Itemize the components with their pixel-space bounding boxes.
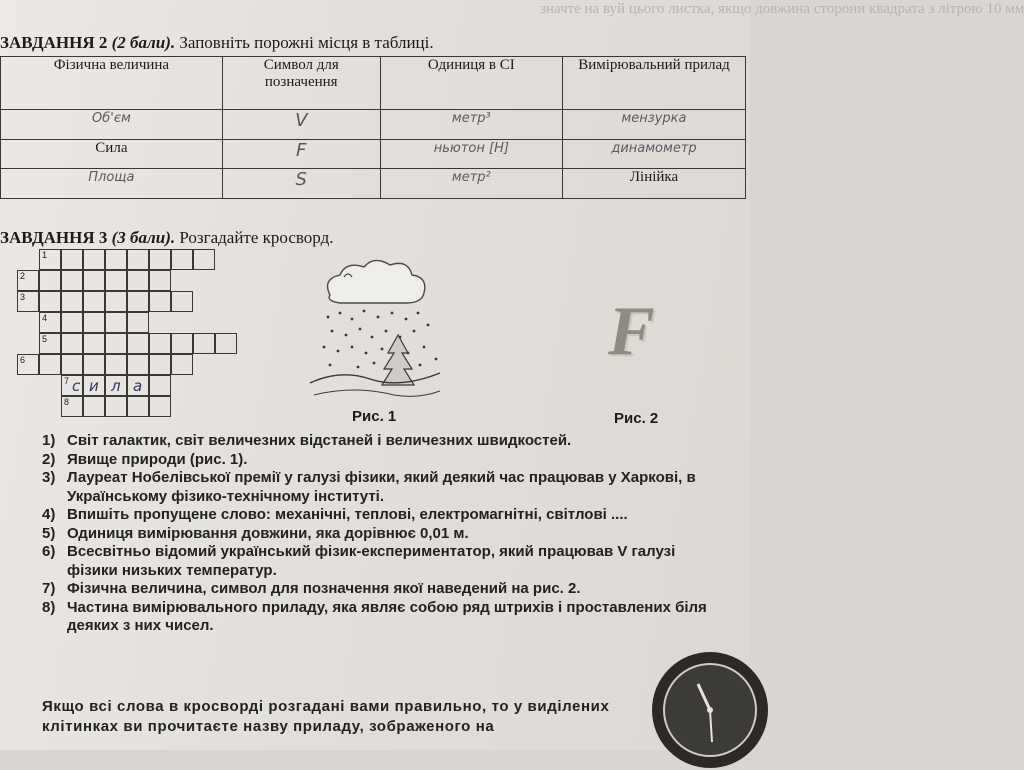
crossword-cell[interactable] — [39, 270, 61, 291]
clue-number: 2) — [42, 450, 56, 468]
crossword-row-number: 2 — [20, 271, 26, 281]
crossword-letter: л — [111, 377, 121, 395]
crossword-cell[interactable] — [105, 333, 127, 354]
crossword-cell[interactable] — [127, 312, 149, 333]
table-header: Фізична величина — [1, 57, 223, 110]
crossword-cell[interactable] — [193, 249, 215, 270]
clue-item — [42, 506, 722, 525]
crossword-cell[interactable] — [61, 270, 83, 291]
clue-number: 8) — [42, 598, 56, 616]
crossword-cell[interactable] — [61, 354, 83, 375]
table-row — [1, 169, 746, 199]
crossword-cell[interactable] — [127, 291, 149, 312]
crossword-cell[interactable] — [105, 375, 127, 396]
table-header: Символ для позначення — [222, 57, 380, 110]
crossword-cell[interactable] — [149, 375, 171, 396]
crossword-cell[interactable] — [83, 396, 105, 417]
clue-item — [42, 543, 722, 580]
table-cell-quantity — [1, 139, 223, 169]
table-cell-symbol — [222, 110, 380, 140]
handwritten-unit: метр³ — [451, 111, 491, 127]
fig1-caption: Рис. 1 — [352, 408, 397, 425]
top-strip-text: значте на вуй цього листка, якщо довжина сторони квадрата з літрою 10 мм — [540, 1, 1024, 17]
clue-text: Лауреат Нобелівської премії у галузі фізики, який деякий час працював у Харкові, в Українському фізико-технічному інституті. — [67, 469, 696, 505]
crossword-cell[interactable] — [215, 333, 237, 354]
crossword-cell[interactable] — [149, 270, 171, 291]
task3-title-bold: ЗАВДАННЯ 3 — [0, 228, 108, 247]
crossword-row-number: 3 — [20, 292, 26, 302]
clue-text: Світ галактик, світ величезних відстаней і величезних швидкостей. — [67, 432, 572, 449]
crossword-cell[interactable] — [61, 249, 83, 270]
table-row — [1, 110, 746, 140]
table-cell-device — [563, 139, 746, 169]
task3-title-text: Розгадайте кросворд. — [179, 228, 334, 247]
crossword-cell[interactable] — [193, 333, 215, 354]
clue-item — [42, 432, 722, 451]
crossword-cell[interactable] — [105, 396, 127, 417]
crossword-cell[interactable] — [17, 270, 39, 291]
clue-item — [42, 469, 722, 506]
crossword-cell[interactable] — [105, 312, 127, 333]
table-cell-device — [563, 110, 746, 140]
task3-title — [0, 228, 333, 248]
clue-text: Всесвітньо відомий український фізик-експериментатор, який працював V галузі фізики низьких температур. — [67, 543, 676, 579]
table-cell-symbol — [222, 169, 380, 199]
crossword-cell[interactable] — [127, 375, 149, 396]
crossword-cell[interactable] — [171, 249, 193, 270]
task2-title-text: Заповніть порожні місця в таблиці. — [179, 33, 434, 52]
crossword-letter: и — [89, 377, 99, 395]
quantities-table — [0, 56, 746, 199]
crossword-cell[interactable] — [83, 375, 105, 396]
table-header: Вимірювальний прилад — [563, 57, 746, 110]
crossword-cell[interactable] — [105, 270, 127, 291]
crossword-row-number: 7 — [64, 376, 70, 386]
crossword-cell[interactable] — [127, 270, 149, 291]
handwritten-unit: ньютон [Н] — [433, 140, 509, 156]
crossword-cell[interactable] — [83, 354, 105, 375]
crossword-cell[interactable] — [83, 333, 105, 354]
crossword-cell[interactable] — [39, 249, 61, 270]
crossword-cell[interactable] — [61, 291, 83, 312]
crossword-cell[interactable] — [83, 249, 105, 270]
final-instruction: Якщо всі слова в кросворді розгадані вами правильно, то у виділених клітинках ви прочитаєте назву приладу, зображеного на — [42, 698, 610, 735]
task2-title-bold: ЗАВДАННЯ 2 — [0, 33, 108, 52]
clue-text: Явище природи (рис. 1). — [67, 450, 248, 468]
crossword-cell[interactable] — [39, 333, 61, 354]
crossword-cell[interactable] — [171, 291, 193, 312]
clue-number: 1) — [42, 432, 56, 449]
crossword-cell[interactable] — [83, 291, 105, 312]
crossword-cell[interactable] — [39, 291, 61, 312]
crossword-cell[interactable] — [105, 291, 127, 312]
crossword-cell[interactable] — [171, 333, 193, 354]
printed-quantity: Сила — [95, 139, 128, 156]
table-header: Одиниця в СІ — [380, 57, 562, 110]
table-cell-quantity — [1, 110, 223, 140]
crossword-row-number: 8 — [64, 397, 70, 407]
crossword-row-number: 5 — [42, 334, 48, 344]
crossword-cell[interactable] — [105, 354, 127, 375]
crossword-row-number: 1 — [42, 250, 48, 260]
table-cell-unit — [380, 169, 562, 199]
crossword-cell[interactable] — [17, 291, 39, 312]
printed-device: Лінійка — [629, 169, 679, 186]
crossword-cell[interactable] — [61, 333, 83, 354]
handwritten-device: динамометр — [611, 140, 697, 156]
clue-number: 5) — [42, 524, 56, 542]
clue-number: 6) — [42, 543, 56, 560]
crossword-cell[interactable] — [83, 270, 105, 291]
crossword-row-number: 6 — [20, 355, 26, 365]
fig2-letter: F — [608, 293, 655, 370]
clue-number: 7) — [42, 580, 56, 597]
table-cell-unit — [380, 110, 562, 140]
clue-item — [42, 580, 722, 599]
table-cell-device — [563, 169, 746, 199]
task2-title-points: (2 бали). — [111, 33, 176, 52]
handwritten-device: мензурка — [621, 111, 687, 127]
clue-list — [42, 432, 722, 636]
handwritten-unit: метр² — [451, 170, 491, 186]
crossword-cell[interactable] — [171, 354, 193, 375]
clue-text: Фізична величина, символ для позначення якої наведений на рис. 2. — [67, 580, 581, 597]
crossword-row-number: 4 — [42, 313, 48, 323]
clue-number: 4) — [42, 506, 56, 523]
crossword-cell[interactable] — [127, 396, 149, 417]
clue-item — [42, 451, 722, 470]
clue-text: Впишіть пропущене слово: механічні, теплові, електромагнітні, світлові .... — [67, 506, 628, 523]
table-row — [1, 139, 746, 169]
task2-title — [0, 33, 434, 53]
clue-item — [42, 599, 722, 636]
fig2-caption: Рис. 2 — [614, 410, 659, 427]
crossword-cell[interactable] — [39, 354, 61, 375]
handwritten-symbol: S — [295, 169, 307, 191]
handwritten-symbol: V — [295, 110, 308, 132]
crossword-cell[interactable] — [127, 249, 149, 270]
crossword-letter: а — [133, 377, 143, 395]
crossword-cell[interactable] — [61, 396, 83, 417]
clue-text: Одиниця вимірювання довжини, яка дорівнює 0,01 м. — [67, 524, 469, 542]
crossword-cell[interactable] — [149, 291, 171, 312]
crossword-cell[interactable] — [39, 312, 61, 333]
crossword-cell[interactable] — [127, 354, 149, 375]
stopwatch-illustration — [640, 640, 770, 770]
crossword-letter: с — [72, 377, 81, 395]
crossword-cell[interactable] — [149, 354, 171, 375]
handwritten-quantity: Площа — [88, 170, 135, 186]
snowfall-illustration — [300, 255, 450, 405]
clue-number: 3) — [42, 469, 56, 486]
table-cell-unit — [380, 139, 562, 169]
task3-title-points: (3 бали). — [111, 228, 176, 247]
crossword-cell[interactable] — [149, 396, 171, 417]
crossword-cell[interactable] — [127, 333, 149, 354]
crossword-cell[interactable] — [83, 312, 105, 333]
table-header-row — [1, 57, 746, 110]
crossword-cell[interactable] — [17, 354, 39, 375]
table-cell-quantity — [1, 169, 223, 199]
crossword-cell[interactable] — [105, 249, 127, 270]
crossword-cell[interactable] — [61, 375, 83, 396]
clue-text: Частина вимірювального приладу, яка являє собою ряд штрихів і проставлених біля деяких з них чисел. — [67, 598, 707, 634]
table-cell-symbol — [222, 139, 380, 169]
crossword-cell[interactable] — [149, 333, 171, 354]
handwritten-quantity: Об'єм — [92, 111, 131, 127]
handwritten-symbol: F — [296, 139, 307, 161]
crossword-cell[interactable] — [61, 312, 83, 333]
clue-item — [42, 525, 722, 544]
crossword-cell[interactable] — [149, 249, 171, 270]
